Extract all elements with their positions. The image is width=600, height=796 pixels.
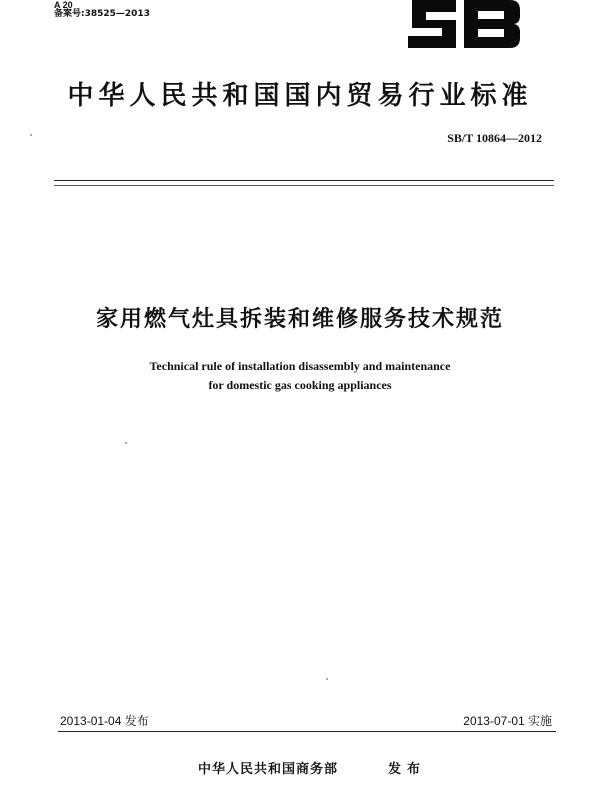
record-number: 备案号:38525—2013 xyxy=(54,9,150,19)
issue-date: 2013-01-04 发布 xyxy=(60,714,149,728)
document-title-en xyxy=(0,357,600,395)
title-en-line-1: Technical rule of installation disassembly and maintenance xyxy=(149,359,451,373)
standard-number: SB/T 10864—2012 xyxy=(447,131,542,145)
title-en-line-2: for domestic gas cooking appliances xyxy=(208,378,392,392)
scan-speck xyxy=(30,134,32,136)
sb-logo-graphic xyxy=(404,0,524,52)
document-title-cn: 家用燃气灶具拆装和维修服务技术规范 xyxy=(95,307,504,332)
publisher-name: 中华人民共和国商务部 xyxy=(198,762,339,777)
footer-rule xyxy=(58,731,556,732)
issuer-title: 中华人民共和国国内贸易行业标准 xyxy=(67,81,533,111)
classification-code: A 20 xyxy=(54,0,73,10)
header-rule xyxy=(54,180,554,181)
scan-speck xyxy=(125,442,127,444)
scan-speck xyxy=(326,678,328,680)
header-rule-thin xyxy=(54,185,554,186)
sb-logo xyxy=(404,0,524,52)
publish-label: 发布 xyxy=(388,762,427,777)
implementation-date: 2013-07-01 实施 xyxy=(463,714,552,728)
